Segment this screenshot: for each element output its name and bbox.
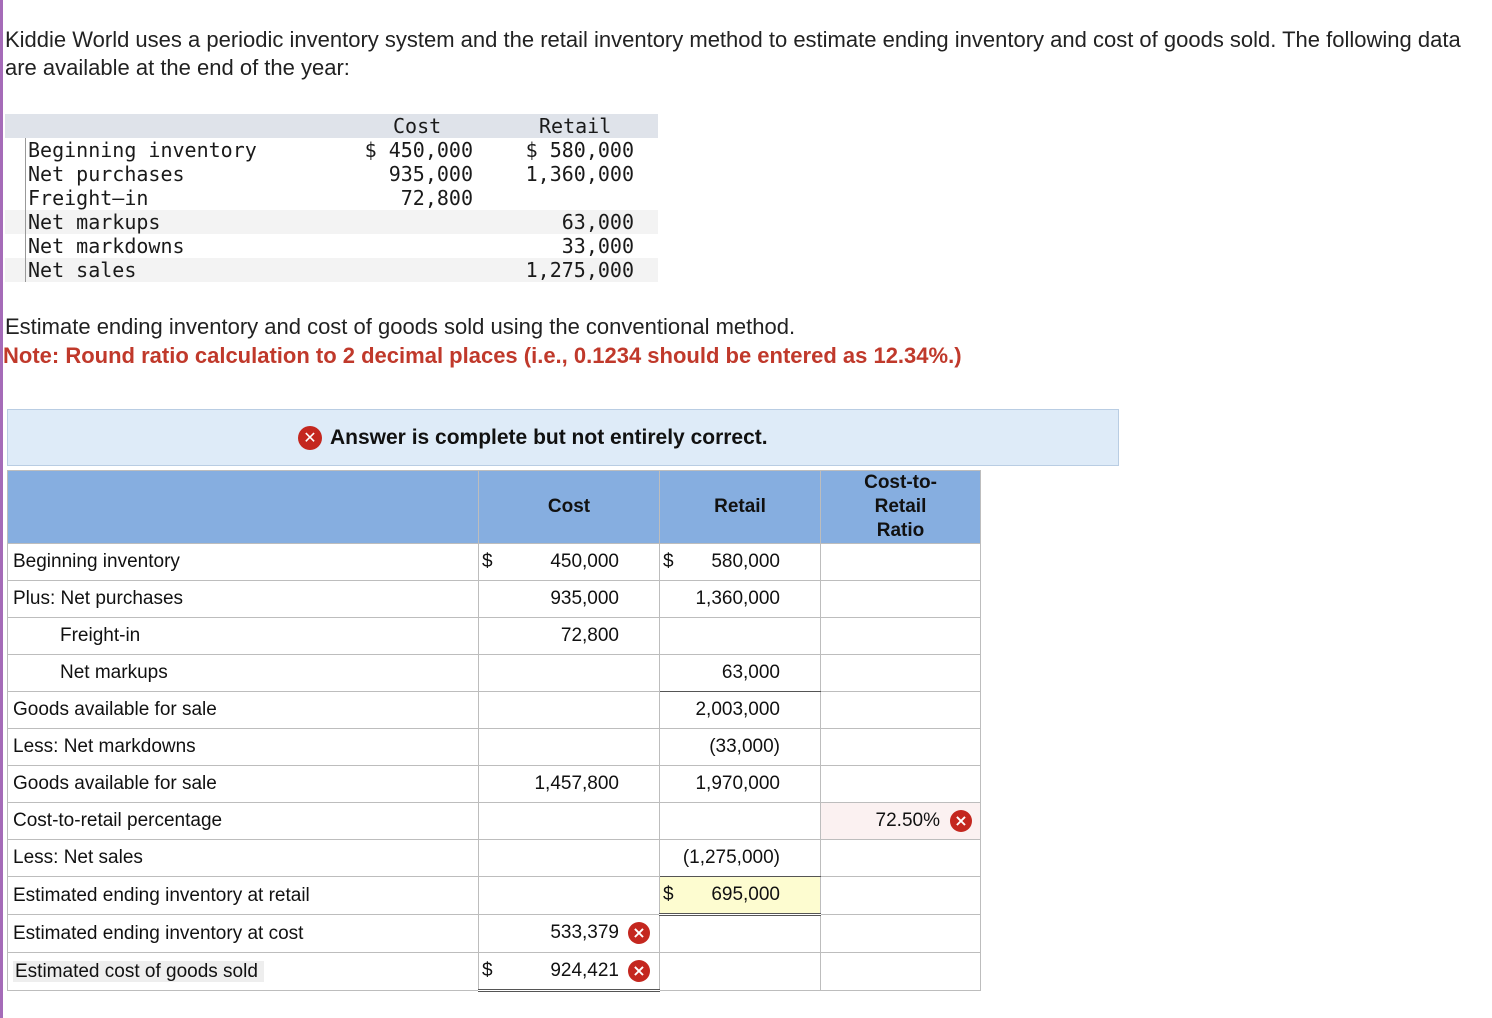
cost-cell[interactable] <box>479 581 660 618</box>
row-label: Freight-in <box>8 618 479 655</box>
result-banner <box>7 409 1119 466</box>
table-row <box>8 618 981 655</box>
given-label: Net markups <box>25 210 160 234</box>
cost-cell[interactable] <box>479 766 660 803</box>
given-row <box>5 138 658 162</box>
incorrect-icon: × <box>628 960 650 982</box>
given-retail: 1,360,000 <box>525 162 634 186</box>
cost-cell[interactable] <box>479 915 660 953</box>
retail-value: 1,970,000 <box>695 773 780 794</box>
given-label: Beginning inventory <box>25 138 257 162</box>
given-header-cost: Cost <box>393 114 442 138</box>
retail-cell[interactable] <box>660 581 821 618</box>
given-label: Freight–in <box>25 186 148 210</box>
problem-intro: Kiddie World uses a periodic inventory system and the retail inventory method to estimate ending inventory and cost of goods sold. The following data are available at the end of the year: <box>5 27 1461 80</box>
retail-cell[interactable] <box>660 729 821 766</box>
table-row <box>8 915 981 953</box>
row-label: Cost-to-retail percentage <box>8 803 479 840</box>
cost-value: 935,000 <box>550 588 619 609</box>
table-row <box>8 655 981 692</box>
cost-cell[interactable] <box>479 544 660 581</box>
cost-cell[interactable] <box>479 803 660 840</box>
x-circle-icon: ✕ <box>298 426 322 450</box>
dollar-sign: $ <box>482 551 493 572</box>
ratio-cell[interactable] <box>821 877 981 915</box>
given-row <box>5 162 658 186</box>
given-retail: 63,000 <box>561 210 634 234</box>
ratio-cell[interactable] <box>821 915 981 953</box>
header-label <box>8 471 479 544</box>
table-row <box>8 729 981 766</box>
header-ratio <box>821 471 981 544</box>
retail-cell[interactable] <box>660 692 821 729</box>
given-cost: 935,000 <box>388 162 473 186</box>
result-banner-text: Answer is complete but not entirely correct. <box>330 426 768 449</box>
header-ratio-line: Retail <box>874 496 927 517</box>
row-label-cell <box>8 953 479 991</box>
row-label: Goods available for sale <box>8 692 479 729</box>
retail-cell[interactable] <box>660 544 821 581</box>
given-label: Net markdowns <box>25 234 185 258</box>
cost-value: 533,379 <box>550 922 619 943</box>
table-row <box>8 766 981 803</box>
given-header-retail: Retail <box>539 114 612 138</box>
row-label: Goods available for sale <box>8 766 479 803</box>
dollar-sign: $ <box>482 960 493 981</box>
given-retail: 1,275,000 <box>525 258 634 282</box>
table-row <box>8 581 981 618</box>
cost-cell[interactable] <box>479 618 660 655</box>
retail-cell[interactable] <box>660 766 821 803</box>
given-retail: 33,000 <box>561 234 634 258</box>
header-ratio-line: Cost-to- <box>864 472 937 493</box>
header-retail: Retail <box>660 471 821 544</box>
row-label: Less: Net sales <box>8 840 479 877</box>
retail-value: 63,000 <box>721 662 780 683</box>
ratio-cell[interactable] <box>821 729 981 766</box>
given-label: Net purchases <box>25 162 185 186</box>
retail-value: 695,000 <box>711 884 780 905</box>
result-banner-content <box>298 425 768 451</box>
cost-cell[interactable] <box>479 840 660 877</box>
retail-cell[interactable] <box>660 618 821 655</box>
given-row <box>5 258 658 282</box>
ratio-cell[interactable] <box>821 655 981 692</box>
cost-value: 924,421 <box>550 960 619 981</box>
row-label: Less: Net markdowns <box>8 729 479 766</box>
cost-cell[interactable] <box>479 729 660 766</box>
row-label: Plus: Net purchases <box>8 581 479 618</box>
retail-method-worksheet <box>7 470 981 992</box>
cost-value: 450,000 <box>550 551 619 572</box>
worksheet-header-row <box>8 471 981 544</box>
row-label: Estimated ending inventory at retail <box>8 877 479 915</box>
ratio-value: 72.50% <box>875 810 940 831</box>
given-retail: $ 580,000 <box>525 138 634 162</box>
table-row <box>8 544 981 581</box>
row-label: Net markups <box>8 655 479 692</box>
given-cost: 72,800 <box>400 186 473 210</box>
ratio-cell[interactable] <box>821 618 981 655</box>
retail-cell[interactable] <box>660 915 821 953</box>
retail-value: (33,000) <box>709 736 780 757</box>
header-cost: Cost <box>479 471 660 544</box>
incorrect-icon: × <box>628 922 650 944</box>
incorrect-icon: × <box>950 810 972 832</box>
task-instruction: Estimate ending inventory and cost of goods sold using the conventional method. <box>5 314 796 339</box>
cost-cell[interactable] <box>479 655 660 692</box>
ratio-cell[interactable] <box>821 581 981 618</box>
ratio-cell[interactable] <box>821 692 981 729</box>
given-cost: $ 450,000 <box>364 138 473 162</box>
row-label: Estimated cost of goods sold <box>13 961 264 982</box>
row-label: Beginning inventory <box>8 544 479 581</box>
dollar-sign: $ <box>663 551 674 572</box>
given-row <box>5 186 658 210</box>
ratio-cell[interactable] <box>821 766 981 803</box>
given-label: Net sales <box>25 258 136 282</box>
cost-value: 1,457,800 <box>534 773 619 794</box>
ratio-cell[interactable] <box>821 840 981 877</box>
retail-cell[interactable] <box>660 840 821 877</box>
retail-value: 2,003,000 <box>695 699 780 720</box>
rounding-note: Note: Round ratio calculation to 2 decimal places (i.e., 0.1234 should be entered as 12.34%.) <box>3 343 962 368</box>
cost-cell[interactable] <box>479 953 660 991</box>
given-row <box>5 234 658 258</box>
given-header-row <box>5 114 658 138</box>
retail-value: 1,360,000 <box>695 588 780 609</box>
table-row <box>8 877 981 915</box>
table-row <box>8 803 981 840</box>
retail-cell[interactable] <box>660 803 821 840</box>
table-row <box>8 692 981 729</box>
left-accent-rule <box>0 0 3 1018</box>
ratio-cell[interactable] <box>821 953 981 991</box>
ratio-cell[interactable] <box>821 544 981 581</box>
row-label: Estimated ending inventory at cost <box>8 915 479 953</box>
cost-cell[interactable] <box>479 877 660 915</box>
cost-cell[interactable] <box>479 692 660 729</box>
retail-value: (1,275,000) <box>682 847 780 868</box>
given-data-block <box>5 114 658 282</box>
table-row <box>8 953 981 991</box>
retail-cell[interactable] <box>660 655 821 692</box>
retail-cell[interactable] <box>660 953 821 991</box>
given-row <box>5 210 658 234</box>
retail-cell[interactable] <box>660 877 821 915</box>
retail-value: 580,000 <box>711 551 780 572</box>
cost-value: 72,800 <box>560 625 619 646</box>
dollar-sign: $ <box>663 884 674 905</box>
ratio-cell[interactable] <box>821 803 981 840</box>
table-row <box>8 840 981 877</box>
header-ratio-line: Ratio <box>876 520 925 541</box>
